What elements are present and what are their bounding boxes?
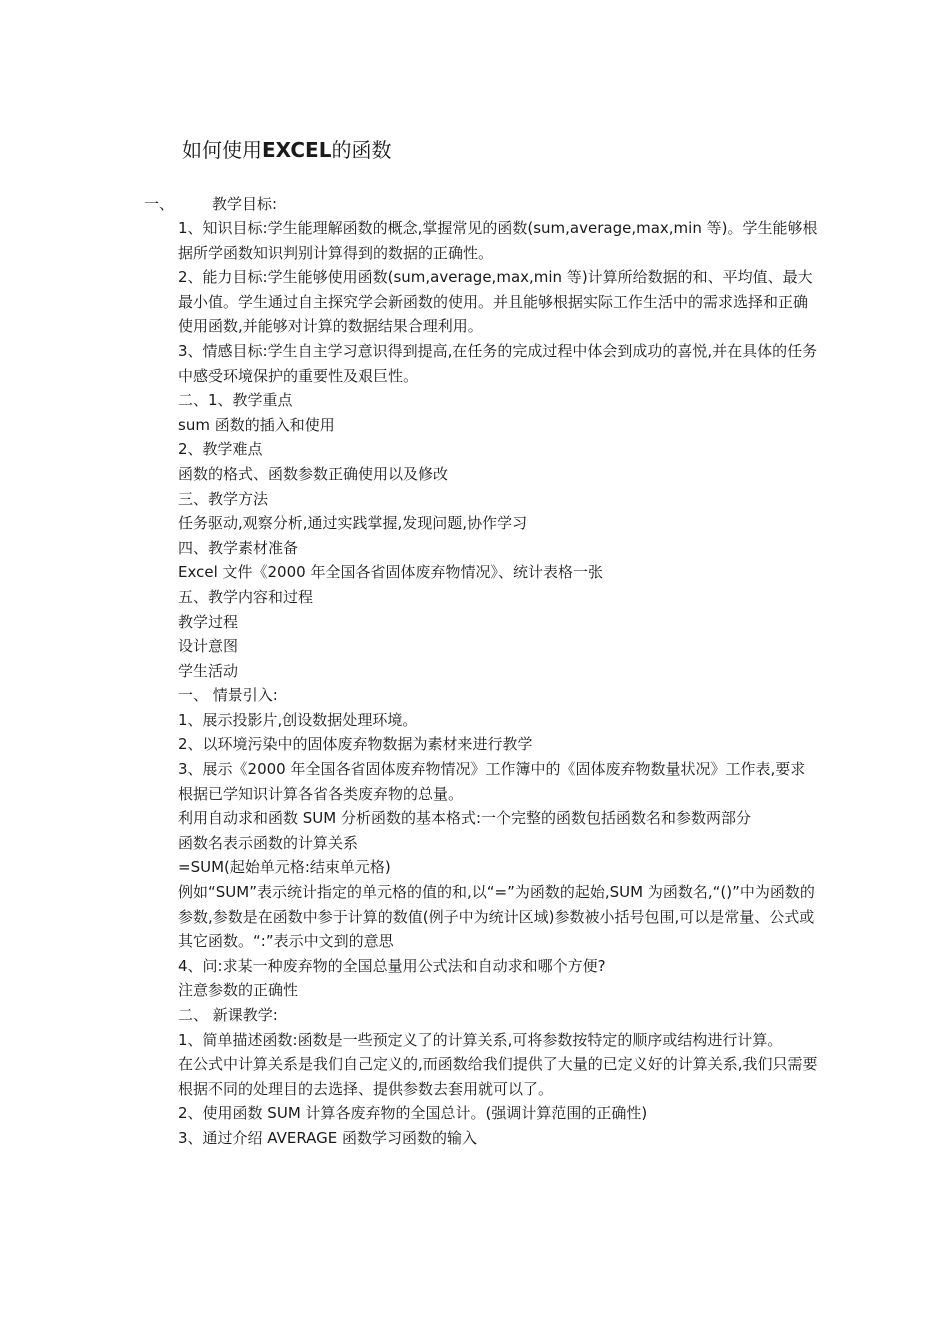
section-number: 一、 <box>144 195 175 213</box>
paragraph: 函数名表示函数的计算关系 <box>178 833 359 852</box>
title-bold: EXCEL <box>262 138 332 162</box>
paragraph: 4、问:求某一种废弃物的全国总量用公式法和自动求和哪个方便? <box>178 956 606 975</box>
paragraph: 1、简单描述函数:函数是一些预定义了的计算关系,可将参数按特定的顺序或结构进行计算。 <box>178 1030 783 1049</box>
title-suffix: 的函数 <box>331 138 392 162</box>
paragraph: 一、 情景引入: <box>178 686 278 705</box>
paragraph: sum 函数的插入和使用 <box>178 415 335 434</box>
paragraph: 注意参数的正确性 <box>178 981 299 1000</box>
paragraph: 3、情感目标:学生自主学习意识得到提高,在任务的完成过程中体会到成功的喜悦,并在具体的任务中感受环境保护的重要性及艰巨性。 <box>178 341 818 385</box>
paragraph: 例如“SUM”表示统计指定的单元格的值的和,以“=”为函数的起始,SUM 为函数名,“()”中为函数的参数,参数是在函数中参于计算的数值(例子中为统计区域)参数被小括号包围,可以是常量、公式或其它函数。“:”表示中文到的意思 <box>178 883 815 951</box>
paragraph: 2、能力目标:学生能够使用函数(sum,average,max,min 等)计算所给数据的和、平均值、最大最小值。学生通过自主探究学会新函数的使用。并且能够根据实际工作生活中的需求选择和正确使用函数,并能够对计算的数据结果合理利用。 <box>178 268 813 336</box>
paragraph: 2、教学难点 <box>178 440 263 459</box>
paragraph: =SUM(起始单元格:结束单元格) <box>178 858 391 877</box>
paragraph: 1、展示投影片,创设数据处理环境。 <box>178 710 418 729</box>
paragraph: 1、知识目标:学生能理解函数的概念,掌握常见的函数(sum,average,max,min 等)。学生能够根据所学函数知识判别计算得到的数据的正确性。 <box>178 219 818 262</box>
paragraph: 教学过程 <box>178 612 239 631</box>
paragraph: 函数的格式、函数参数正确使用以及修改 <box>178 464 449 483</box>
paragraph: Excel 文件《2000 年全国各省固体废弃物情况》、统计表格一张 <box>178 563 603 582</box>
document-body <box>178 216 818 1151</box>
paragraph: 学生活动 <box>178 661 239 680</box>
paragraph: 2、以环境污染中的固体废弃物数据为素材来进行教学 <box>178 735 533 754</box>
section-label: 教学目标: <box>212 195 278 213</box>
paragraph: 四、教学素材准备 <box>178 538 299 557</box>
paragraph: 二、 新课教学: <box>178 1006 278 1024</box>
title-prefix: 如何使用 <box>182 138 262 162</box>
paragraph: 五、教学内容和过程 <box>178 587 314 606</box>
paragraph: 设计意图 <box>178 637 239 656</box>
paragraph: 任务驱动,观察分析,通过实践掌握,发现问题,协作学习 <box>178 514 528 533</box>
paragraph: 三、教学方法 <box>178 489 269 508</box>
document-title <box>182 136 391 164</box>
paragraph: 3、展示《2000 年全国各省固体废弃物情况》工作簿中的《固体废弃物数量状况》工作表,要求根据已学知识计算各省各类废弃物的总量。 <box>178 760 806 803</box>
paragraph: 3、通过介绍 AVERAGE 函数学习函数的输入 <box>178 1128 478 1147</box>
paragraph: 在公式中计算关系是我们自己定义的,而函数给我们提供了大量的已定义好的计算关系,我们只需要根据不同的处理目的去选择、提供参数去套用就可以了。 <box>178 1055 818 1098</box>
paragraph: 2、使用函数 SUM 计算各废弃物的全国总计。(强调计算范围的正确性) <box>178 1104 648 1123</box>
paragraph: 利用自动求和函数 SUM 分析函数的基本格式:一个完整的函数包括函数名和参数两部分 <box>178 809 752 828</box>
paragraph: 二、1、教学重点 <box>178 391 293 410</box>
section-heading-objectives <box>144 193 277 215</box>
